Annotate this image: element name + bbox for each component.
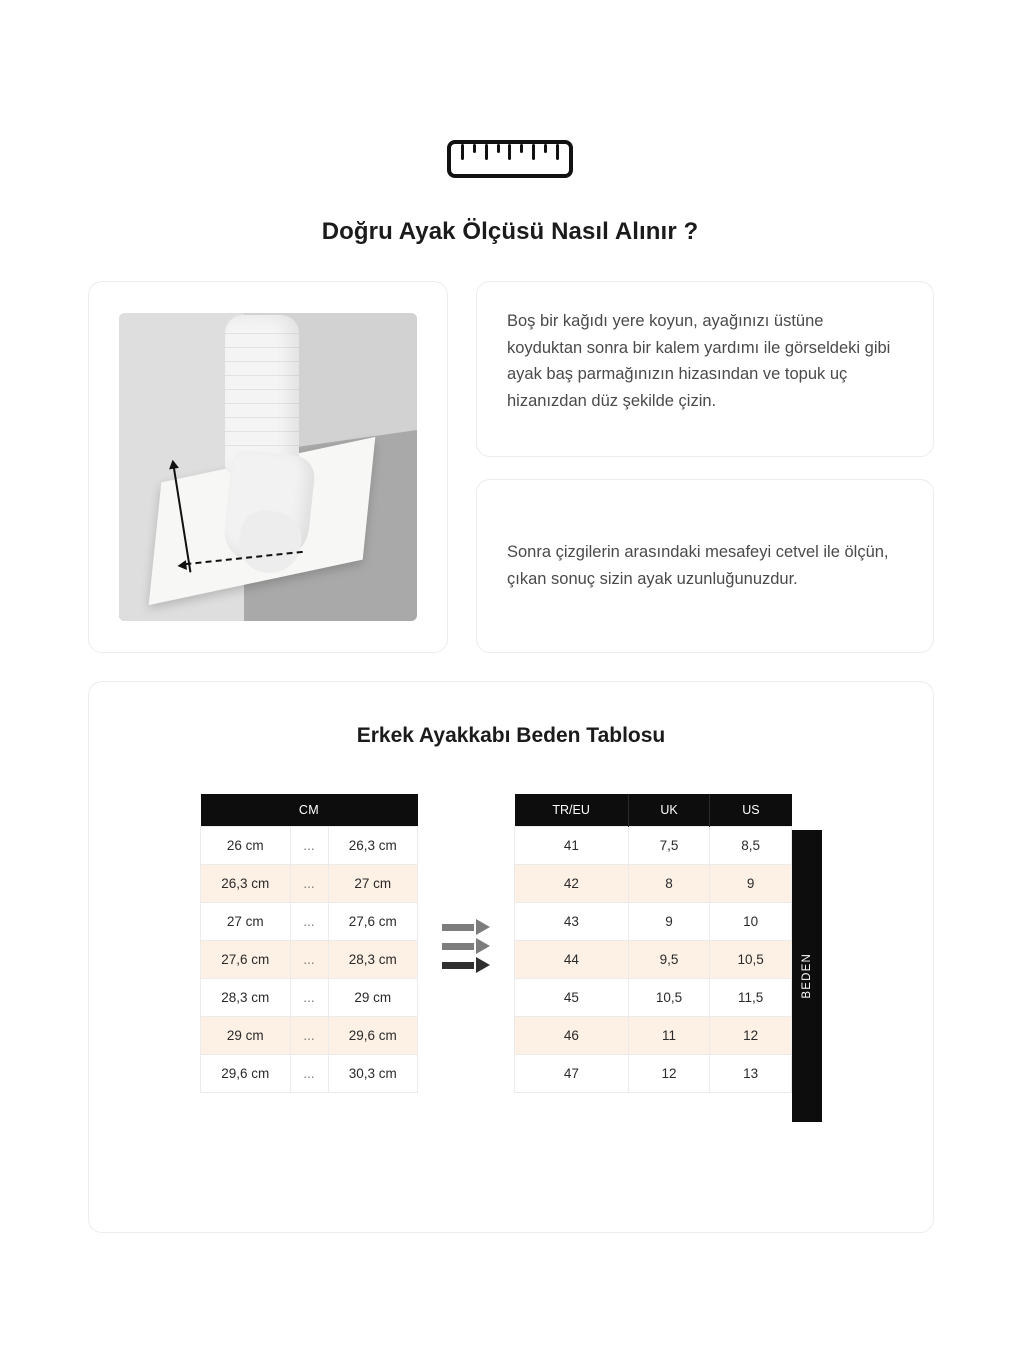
cm-from: 28,3 cm — [201, 979, 291, 1017]
size-us: 9 — [710, 865, 792, 903]
cm-dots: ... — [290, 941, 328, 979]
beden-label-text: BEDEN — [801, 953, 813, 999]
cm-dots: ... — [290, 865, 328, 903]
table-row — [515, 941, 792, 979]
size-conversion-table — [514, 794, 792, 1093]
table-row — [515, 1017, 792, 1055]
cm-table-header: CM — [201, 794, 418, 827]
table-row — [515, 827, 792, 865]
size-uk: 10,5 — [628, 979, 710, 1017]
size-uk: 9,5 — [628, 941, 710, 979]
size-uk: 12 — [628, 1055, 710, 1093]
instruction-card-1: Boş bir kağıdı yere koyun, ayağınızı üstüne koyduktan sonra bir kalem yardımı ile görseldeki gibi ayak baş parmağınızın hizasından ve topuk uç hizanızdan düz şekilde çizin. — [476, 281, 934, 457]
foot-measurement-photo — [119, 313, 417, 621]
ruler-icon — [447, 140, 573, 178]
conversion-arrows — [418, 794, 514, 970]
table-row — [201, 941, 418, 979]
size-uk: 7,5 — [628, 827, 710, 865]
arrow-right-icon — [442, 941, 490, 951]
instruction-text-column — [476, 281, 934, 653]
cm-from: 29,6 cm — [201, 1055, 291, 1093]
cm-table — [200, 794, 418, 1093]
cm-dots: ... — [290, 979, 328, 1017]
table-row — [201, 1055, 418, 1093]
instructions-row — [88, 281, 934, 653]
size-tables — [89, 794, 933, 1122]
cm-dots: ... — [290, 1055, 328, 1093]
page-title: Doğru Ayak Ölçüsü Nasıl Alınır ? — [321, 218, 699, 245]
size-uk: 9 — [628, 903, 710, 941]
cm-to: 28,3 cm — [328, 941, 418, 979]
cm-from: 26,3 cm — [201, 865, 291, 903]
size-treu: 45 — [515, 979, 629, 1017]
size-header-treu: TR/EU — [515, 794, 629, 827]
cm-to: 30,3 cm — [328, 1055, 418, 1093]
cm-to: 27 cm — [328, 865, 418, 903]
cm-from: 29 cm — [201, 1017, 291, 1055]
size-header-uk: UK — [628, 794, 710, 827]
cm-to: 29 cm — [328, 979, 418, 1017]
size-treu: 46 — [515, 1017, 629, 1055]
table-row — [201, 1017, 418, 1055]
table-row — [515, 903, 792, 941]
photo-sock-leg — [225, 315, 299, 473]
arrow-right-icon — [442, 960, 490, 970]
arrow-right-icon — [442, 922, 490, 932]
size-uk: 8 — [628, 865, 710, 903]
ruler-icon-wrap — [0, 140, 1020, 178]
photo-card — [88, 281, 448, 653]
table-row — [515, 979, 792, 1017]
size-treu: 44 — [515, 941, 629, 979]
size-us: 13 — [710, 1055, 792, 1093]
ruler-ticks — [451, 144, 569, 174]
instruction-card-2: Sonra çizgilerin arasındaki mesafeyi cetvel ile ölçün, çıkan sonuç sizin ayak uzunluğunuzdur. — [476, 479, 934, 653]
size-header-us: US — [710, 794, 792, 827]
size-table-title: Erkek Ayakkabı Beden Tablosu — [356, 724, 666, 747]
beden-side-label — [792, 830, 822, 1122]
size-us: 10 — [710, 903, 792, 941]
size-table-card — [88, 681, 934, 1233]
size-treu: 43 — [515, 903, 629, 941]
cm-dots: ... — [290, 903, 328, 941]
size-treu: 41 — [515, 827, 629, 865]
table-row — [201, 903, 418, 941]
cm-to: 26,3 cm — [328, 827, 418, 865]
table-row — [201, 827, 418, 865]
table-row — [515, 865, 792, 903]
size-us: 10,5 — [710, 941, 792, 979]
size-us: 12 — [710, 1017, 792, 1055]
cm-dots: ... — [290, 1017, 328, 1055]
table-row — [201, 865, 418, 903]
table-row — [515, 1055, 792, 1093]
size-treu: 42 — [515, 865, 629, 903]
cm-to: 27,6 cm — [328, 903, 418, 941]
size-us: 8,5 — [710, 827, 792, 865]
size-uk: 11 — [628, 1017, 710, 1055]
cm-dots: ... — [290, 827, 328, 865]
size-us: 11,5 — [710, 979, 792, 1017]
cm-from: 27,6 cm — [201, 941, 291, 979]
size-treu: 47 — [515, 1055, 629, 1093]
cm-to: 29,6 cm — [328, 1017, 418, 1055]
cm-from: 27 cm — [201, 903, 291, 941]
table-row — [201, 979, 418, 1017]
cm-from: 26 cm — [201, 827, 291, 865]
